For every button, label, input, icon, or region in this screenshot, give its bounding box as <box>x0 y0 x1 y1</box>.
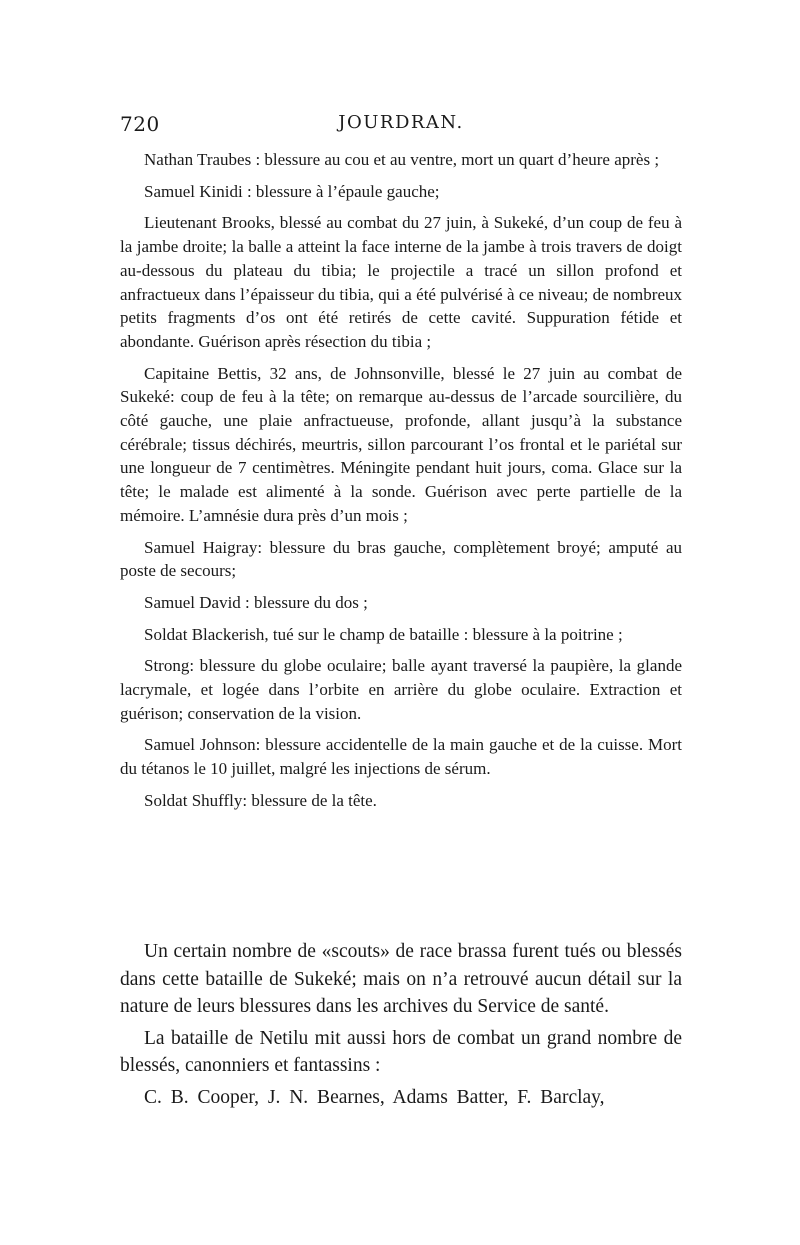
body-text <box>120 938 682 1115</box>
casualty-entry: Soldat Shuffly: blessure de la tête. <box>144 790 377 810</box>
casualty-entry: Capitaine Bettis, 32 ans, de Johnsonville, blessé le 27 juin au combat de Sukeké: coup de feu à la tête; on remarque au-dessus de l’arcade sourcilière, du côté gauche, une plaie anfractueuse, profonde, allant jusqu’à la substance cérébrale; tissus déchirés, meurtris, sillon parcourant l’os frontal et le pariétal sur une longueur de 7 centimètres. Méningite pendant huit jours, coma. Glace sur la tête; le malade est alimenté à la sonde. Guérison avec perte partielle de la mémoire. L’amnésie dura près d’un mois ; <box>120 363 682 525</box>
casualty-entry: Soldat Blackerish, tué sur le champ de bataille : blessure à la poitrine ; <box>144 624 623 644</box>
names-line: C. B. Cooper, J. N. Bearnes, Adams Batter, F. Barclay, <box>144 1086 605 1108</box>
paragraph-scouts: Un certain nombre de «scouts» de race brassa furent tués ou blessés dans cette bataille de Sukeké; mais on n’a retrouvé aucun détail sur la nature de leurs blessures dans les archives du Service de santé. <box>120 941 682 1017</box>
casualty-entry: Samuel Kinidi : blessure à l’épaule gauche; <box>144 181 440 201</box>
casualty-entry: Samuel Haigray: blessure du bras gauche, complètement broyé; amputé au poste de secours; <box>120 537 682 581</box>
casualty-entry: Nathan Traubes : blessure au cou et au ventre, mort un quart d’heure après ; <box>144 150 660 169</box>
casualty-entry: Samuel Johnson: blessure accidentelle de la main gauche et de la cuisse. Mort du tétanos le 10 juillet, malgré les injections de sérum. <box>120 735 682 779</box>
casualty-entry: Samuel David : blessure du dos ; <box>144 592 368 612</box>
casualty-entry: Strong: blessure du globe oculaire; balle ayant traversé la paupière, la glande lacrymale, et logée dans l’orbite en arrière du globe oculaire. Extraction et guérison; conservation de la vision. <box>120 656 682 723</box>
running-head: JOURDRAN. <box>338 112 464 133</box>
casualty-entry: Lieutenant Brooks, blessé au combat du 27 juin, à Sukeké, d’un coup de feu à la jambe droite; la balle a atteint la face interne de la jambe à trois travers de doigt au-dessous du plateau du tibia; le projectile a tracé un sillon profond et anfractueux dans l’épaisseur du tibia, qui a été pulvérisé à ce niveau; de nombreux petits fragments d’os ont été retirés de cette cavité. Suppuration fétide et abondante. Guérison après résection du tibia ; <box>120 213 682 351</box>
page-header <box>120 112 682 142</box>
paragraph-netilu: La bataille de Netilu mit aussi hors de combat un grand nombre de blessés, canonniers et fantassins : <box>120 1027 682 1076</box>
page-number: 720 <box>120 112 160 136</box>
casualty-list <box>120 148 682 821</box>
